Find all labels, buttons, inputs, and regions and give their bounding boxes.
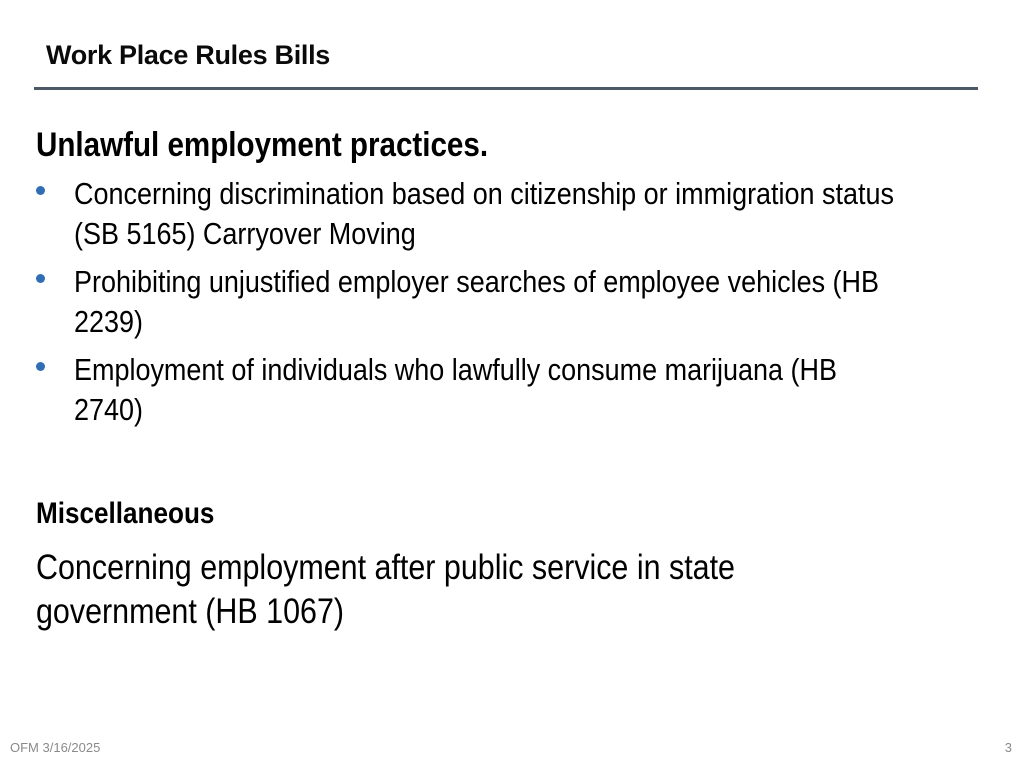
slide-content bbox=[36, 120, 966, 634]
bullet-dot-icon bbox=[36, 274, 45, 283]
bullet-dot-icon bbox=[36, 186, 45, 195]
bullet-text: Prohibiting unjustified employer searches of employee vehicles (HB 2239) bbox=[74, 264, 880, 339]
section-heading: Unlawful employment practices. bbox=[36, 126, 489, 164]
bullet-dot-icon bbox=[36, 362, 45, 371]
footer-date: OFM 3/16/2025 bbox=[10, 740, 101, 755]
misc-text: Concerning employment after public service in state government (HB 1067) bbox=[36, 548, 736, 631]
slide-title: Work Place Rules Bills bbox=[46, 40, 331, 70]
bullet-item bbox=[36, 262, 966, 342]
bullet-text: Concerning discrimination based on citizenship or immigration status (SB 5165) Carryover Moving bbox=[74, 176, 894, 251]
page-number: 3 bbox=[1004, 740, 1012, 755]
bullet-item bbox=[36, 174, 966, 254]
bullet-text: Employment of individuals who lawfully consume marijuana (HB 2740) bbox=[74, 352, 837, 427]
bullet-item bbox=[36, 350, 966, 430]
title-divider bbox=[34, 87, 978, 90]
misc-heading: Miscellaneous bbox=[36, 497, 215, 530]
bullet-list bbox=[36, 174, 966, 430]
